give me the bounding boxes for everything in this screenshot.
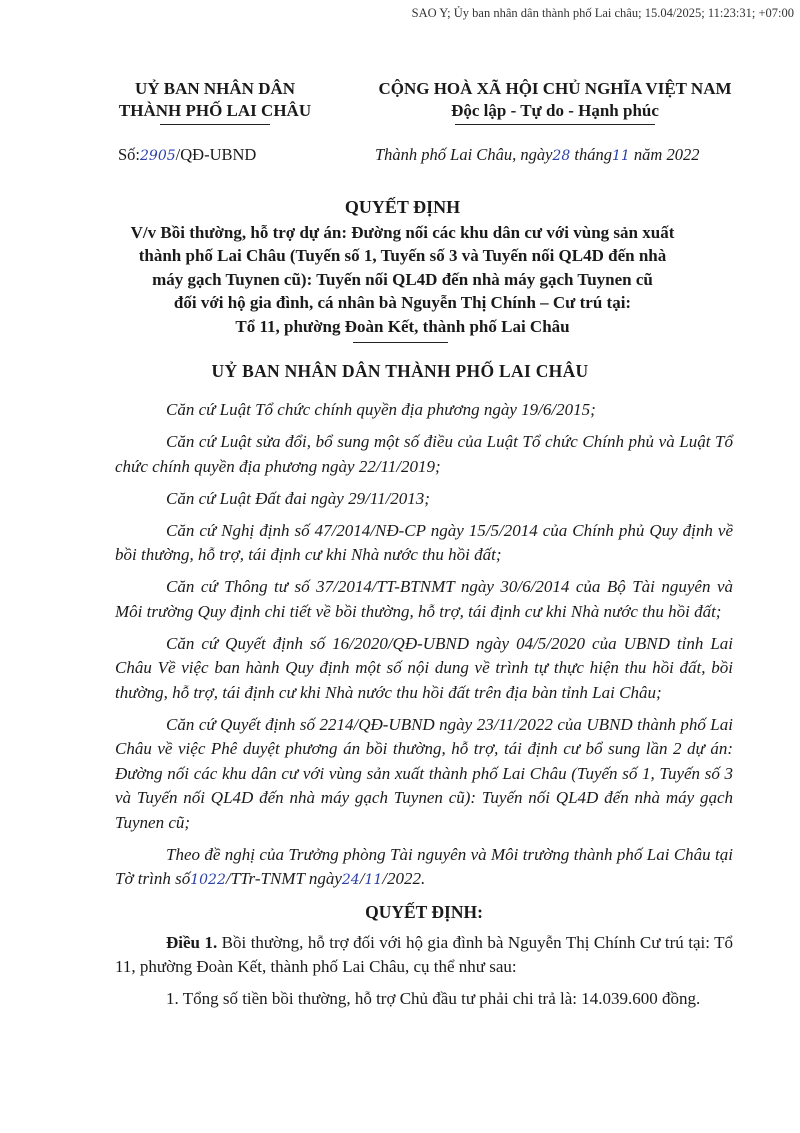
legal-basis-5: Căn cứ Thông tư số 37/2014/TT-BTNMT ngày 30/6/2014 của Bộ Tài nguyên và Môi trường Quy định chi tiết về bồi thường, hỗ trợ, tái định cư khi Nhà nước thu hồi đất; [115,577,733,621]
proposal-day-handwritten: 24 [341,872,360,888]
document-number [118,145,256,165]
document-type: QUYẾT ĐỊNH [344,197,461,217]
agency-underline [160,124,270,125]
legal-basis-7: Căn cứ Quyết định số 2214/QĐ-UBND ngày 23/11/2022 của UBND thành phố Lai Châu về việc Phê duyệt phương án bồi thường, hỗ trợ, tái định cư bổ sung lần 2 dự án: Đường nối các khu dân cư với vùng sản xuất thành phố Lai Châu (Tuyến số 1, Tuyến số 3 và Tuyến nối QL4D đến nhà máy gạch Tuynen cũ): Tuyến nối QL4D đến nhà máy gạch Tuynen cũ; [115,714,733,832]
proposal-text-1: Theo đề nghị của Trưởng phòng Tài nguyên và Môi trường thành phố Lai Châu tại Tờ trình số [115,844,733,888]
legal-basis-4: Căn cứ Nghị định số 47/2014/NĐ-CP ngày 15/5/2014 của Chính phủ Quy định về bồi thường, hỗ trợ, tái định cư khi Nhà nước thu hồi đất; [115,520,733,564]
article-1-item-1: 1. Tổng số tiền bồi thường, hỗ trợ Chủ đầu tư phải chi trả là: 14.039.600 đồng. [166,988,701,1008]
agency-line-1: UỶ BAN NHÂN DÂN [134,79,296,98]
legal-basis-3: Căn cứ Luật Đất đai ngày 29/11/2013; [166,488,430,508]
motto-underline [455,124,655,125]
proposal-text-2: /TTr-TNMT ngày [225,869,342,888]
article-1-label: Điều 1. [166,932,218,952]
subject-underline [353,342,448,343]
document-body [115,398,733,1011]
nation-line-1: CỘNG HOÀ XÃ HỘI CHỦ NGHĨA VIỆT NAM [378,79,732,98]
legal-basis-1: Căn cứ Luật Tổ chức chính quyền địa phương ngày 19/6/2015; [166,400,596,419]
proposal-text-3: / [359,869,365,888]
proposal-text-4: /2022. [382,869,426,888]
place-and-date [375,145,699,165]
subject-line-3: máy gạch Tuynen cũ): Tuyến nối QL4D đến nhà máy gạch Tuynen cũ [152,269,653,289]
doc-number-suffix: /QĐ-UBND [175,145,257,164]
subject-line-5: Tổ 11, phường Đoàn Kết, thành phố Lai Châu [235,316,570,336]
subject-line-2: thành phố Lai Châu (Tuyến số 1, Tuyến số 3 và Tuyến nối QL4D đến nhà [138,246,667,265]
agency-line-2: THÀNH PHỐ LAI CHÂU [118,101,312,120]
doc-number-prefix: Số: [118,145,141,164]
decision-title [95,196,710,338]
legal-basis-2: Căn cứ Luật sửa đổi, bổ sung một số điều của Luật Tổ chức Chính phủ và Luật Tổ chức chính quyền địa phương ngày 22/11/2019; [115,432,733,476]
date-text-1: Thành phố Lai Châu, ngày [375,145,553,164]
issuing-agency [95,78,335,125]
proposal-number-handwritten: 1022 [190,872,226,888]
subject-line-1: V/v Bồi thường, hỗ trợ dự án: Đường nối các khu dân cư với vùng sản xuất [130,222,675,242]
date-text-3: năm 2022 [633,145,700,164]
doc-number-handwritten: 2905 [140,148,176,164]
decision-heading: QUYẾT ĐỊNH: [365,902,483,922]
article-1 [115,931,733,980]
national-motto [345,78,765,125]
authority-heading: UỶ BAN NHÂN DÂN THÀNH PHỐ LAI CHÂU [211,361,589,381]
legal-basis-6: Căn cứ Quyết định số 16/2020/QĐ-UBND ngày 04/5/2020 của UBND tỉnh Lai Châu Về việc ban hành Quy định một số nội dung về trình tự thực hiện thu hồi đất, bồi thường, hỗ trợ, tái định cư khi Nhà nước thu hồi đất trên địa bàn tỉnh Lai Châu; [115,633,733,702]
proposal-basis [115,843,733,893]
digital-copy-stamp: SAO Y; Ủy ban nhân dân thành phố Lai châu; 15.04/2025; 11:23:31; +07:00 [411,6,794,20]
date-month-handwritten: 11 [611,148,630,164]
date-text-2: tháng [574,145,612,164]
article-1-text: Bồi thường, hỗ trợ đối với hộ gia đình bà Nguyễn Thị Chính Cư trú tại: Tổ 11, phường Đoàn Kết, thành phố Lai Châu, cụ thể như sau: [115,932,734,976]
subject-line-4: đối với hộ gia đình, cá nhân bà Nguyễn Thị Chính – Cư trú tại: [173,293,632,312]
nation-line-2: Độc lập - Tự do - Hạnh phúc [451,101,659,120]
date-day-handwritten: 28 [552,148,571,164]
proposal-month-handwritten: 11 [364,872,383,888]
